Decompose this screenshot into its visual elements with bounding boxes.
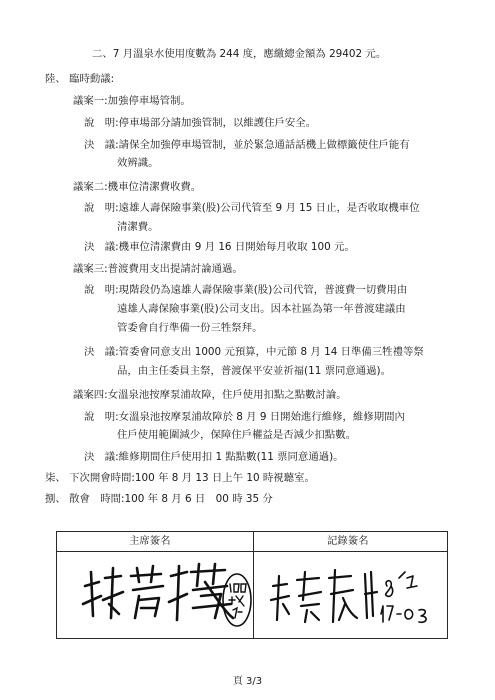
table-divider [57,551,447,552]
motion-title: 議案二:機車位清潔費收費。 [73,181,202,193]
text-line: 品，由主任委員主祭，普渡保平安並祈福(11 票同意通過)。 [117,365,392,377]
table-divider [253,532,254,638]
motion-explanation: 說 明:現階段仍為遠雄人壽保險事業(股)公司代管，普渡費一切費用由 [84,284,408,296]
motion-resolution: 決 議:請保全加強停車場管制，並於緊急通話話機上做標籤使住戶能有 [84,139,410,151]
motion-explanation: 說 明:遠雄人壽保險事業(股)公司代管至 9 月 15 日止，是否收取機車位 [84,202,420,214]
text-line: 遠雄人壽保險事業(股)公司支出。因本社區為第一年普渡建議由 [117,303,406,315]
section-heading: 陸、 臨時動議: [45,73,115,85]
next-meeting-line: 柒、 下次開會時間:100 年 8 月 13 日上午 10 時視聽室。 [45,472,315,484]
page-number: 頁 3/3 [232,676,263,687]
text-line: 效辨識。 [117,157,159,169]
motion-explanation: 說 明:停車場部分請加強管制，以維護住戶安全。 [84,117,317,129]
motion-resolution: 決 議:機車位清潔費由 9 月 16 日開始每月收取 100 元。 [84,241,355,253]
text-line: 住戶使用範圍減少，保障住戶權益是否減少扣點數。 [117,429,356,441]
motion-resolution: 決 議:管委會同意支出 1000 元預算，中元節 8 月 14 日準備三牲禮等祭 [84,346,424,358]
text-line: 管委會自行準備一份三牲祭拜。 [117,322,263,334]
adjournment-line: 捌、 散會 時間:100 年 8 月 6 日 00 時 35 分 [45,493,273,505]
motion-explanation: 說 明:女溫泉池按摩泵浦故障於 8 月 9 日開始進行維修，維修期間內 [84,411,405,423]
recorder-signature [261,556,445,636]
motion-title: 議案三:普渡費用支出提請討論通過。 [73,263,243,275]
motion-title: 議案一:加強停車場管制。 [73,95,191,107]
chair-signature-label: 主席簽名 [129,535,171,547]
text-line: 二、7 月溫泉水使用度數為 244 度，應繳總金額為 29402 元。 [92,48,387,60]
text-line: 清潔費。 [117,221,159,233]
motion-title: 議案四:女溫泉池按摩泵浦故障，住戶使用扣點之點數討論。 [73,389,347,401]
chair-signature [75,556,253,636]
motion-resolution: 決 議:維修期間住戶使用扣 1 點點數(11 票同意通過)。 [84,451,344,463]
signature-table [56,531,448,639]
recorder-signature-label: 記錄簽名 [327,535,369,547]
